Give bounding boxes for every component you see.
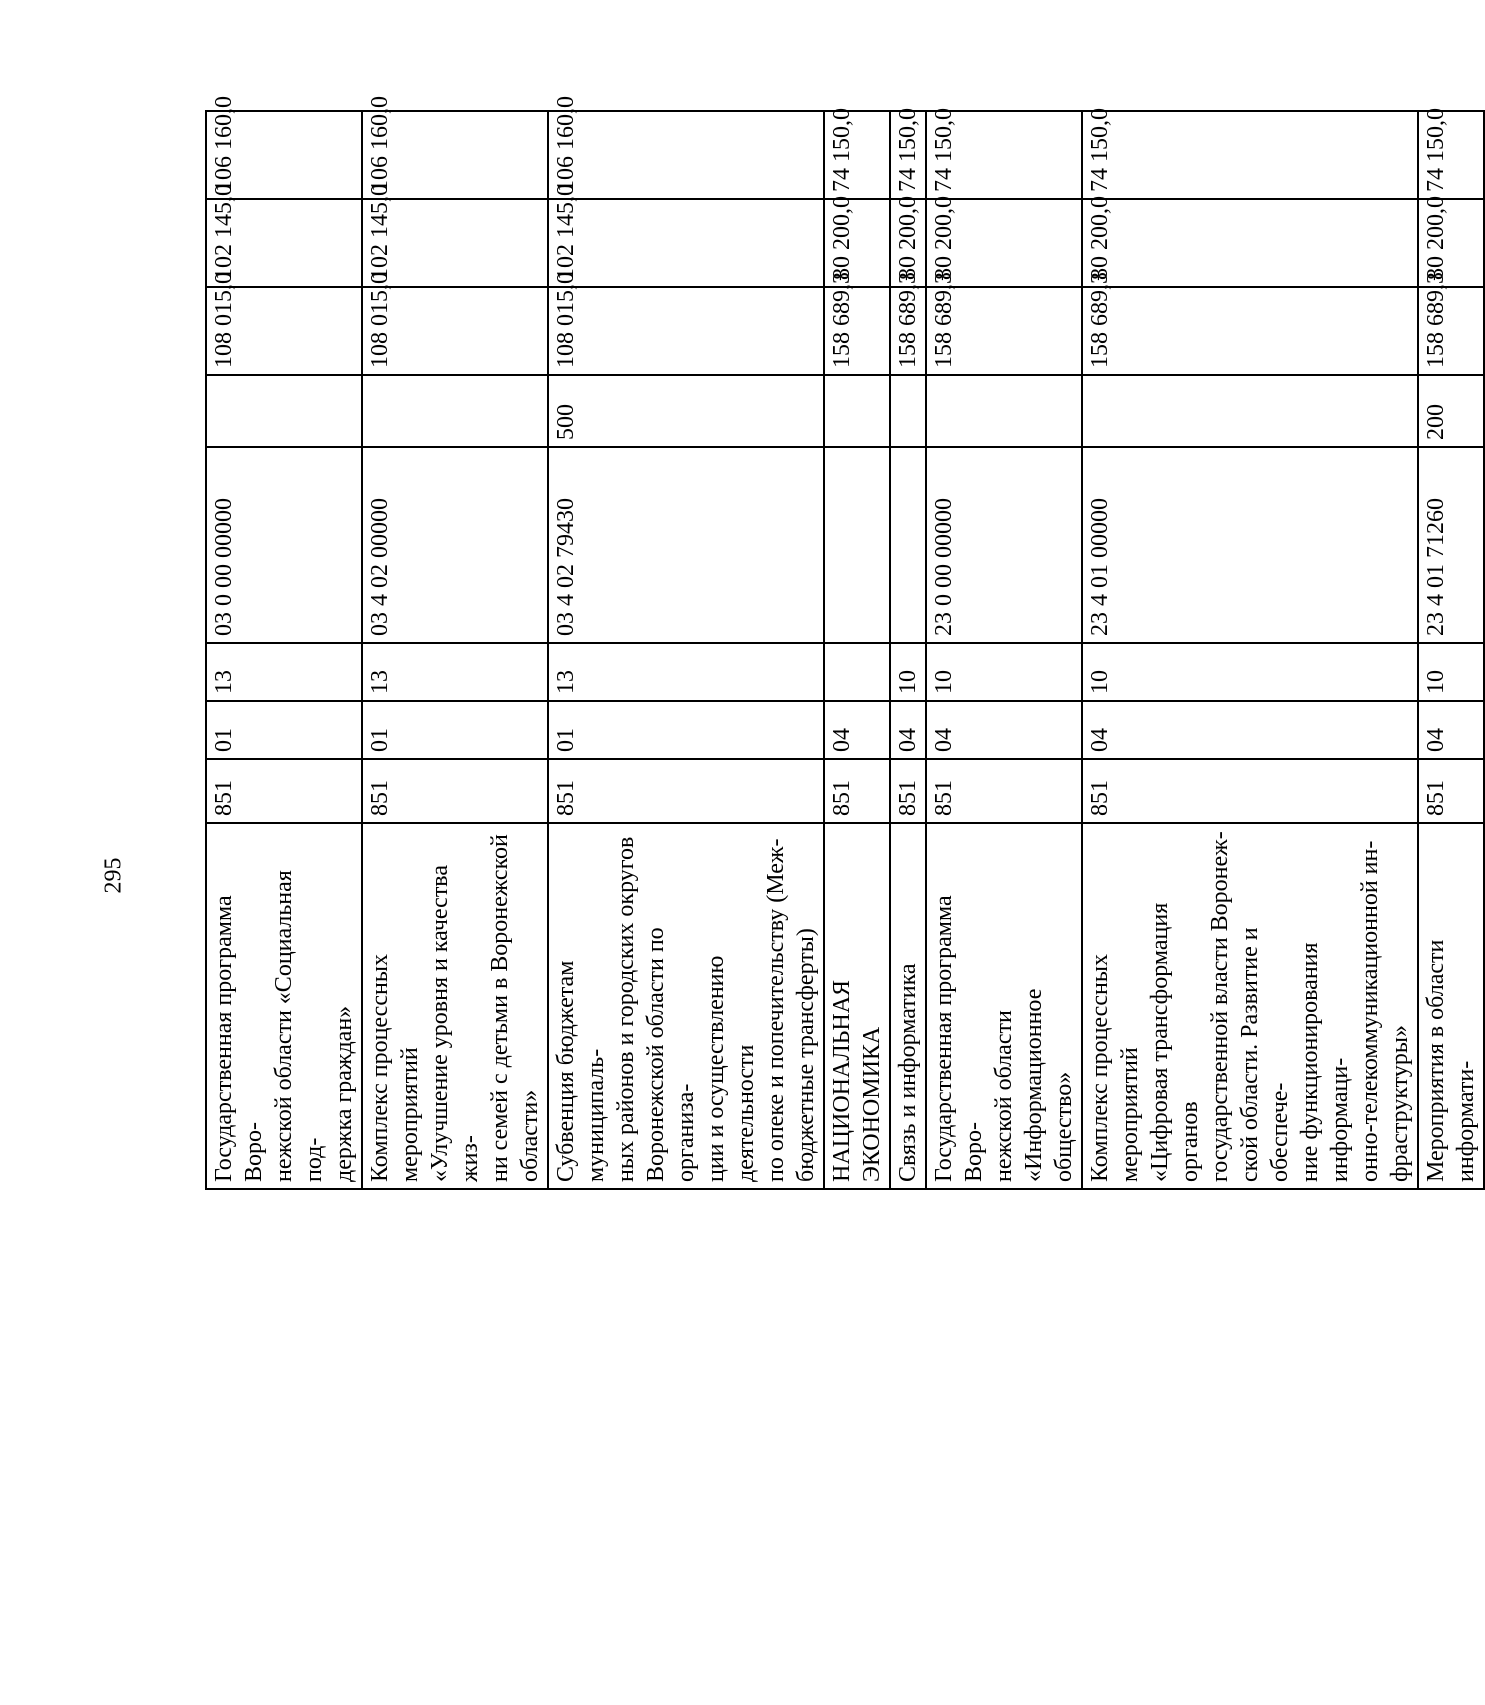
- cell-name: Государственная программа Воро- нежской области «Социальная под- держка граждан»: [206, 823, 362, 1189]
- cell-amount-year-1: 108 015,0: [548, 287, 824, 375]
- cell-name: Комплекс процессных мероприятий «Улучшение уровня и качества жиз- ни семей с детьми в Воронежской области»: [362, 823, 548, 1189]
- cell-grbs-code: 851: [1418, 759, 1484, 823]
- cell-expense-type: [890, 375, 926, 447]
- cell-target-article: [890, 447, 926, 643]
- budget-table-container: [205, 96, 1479, 1190]
- cell-grbs-code: 851: [926, 759, 1082, 823]
- cell-expense-type: [1082, 375, 1418, 447]
- cell-section-code: 01: [206, 701, 362, 759]
- cell-amount-year-1: 108 015,0: [206, 287, 362, 375]
- cell-subsection-code: 10: [1418, 643, 1484, 701]
- cell-target-article: 23 4 01 71260: [1418, 447, 1484, 643]
- table-row: [362, 111, 548, 1189]
- table-row: [206, 111, 362, 1189]
- cell-expense-type: 200: [1418, 375, 1484, 447]
- cell-amount-year-2: 80 200,0: [824, 199, 890, 287]
- cell-name: Комплекс процессных мероприятий «Цифровая трансформация органов государственной власти Воронеж- ской области. Развитие и обеспече- ние функционирования информаци- онно-телекоммуникационной ин- фраструктуры»: [1082, 823, 1418, 1189]
- cell-subsection-code: 10: [890, 643, 926, 701]
- cell-subsection-code: 13: [362, 643, 548, 701]
- cell-amount-year-3: 74 150,0: [890, 111, 926, 199]
- table-row: [1082, 111, 1418, 1189]
- cell-amount-year-2: 102 145,0: [362, 199, 548, 287]
- cell-expense-type: [206, 375, 362, 447]
- table-row: [890, 111, 926, 1189]
- cell-amount-year-3: 106 160,0: [206, 111, 362, 199]
- cell-grbs-code: 851: [548, 759, 824, 823]
- cell-subsection-code: 13: [206, 643, 362, 701]
- cell-subsection-code: 10: [926, 643, 1082, 701]
- cell-section-code: 04: [1082, 701, 1418, 759]
- cell-name: Связь и информатика: [890, 823, 926, 1189]
- cell-amount-year-2: 102 145,0: [548, 199, 824, 287]
- cell-target-article: [824, 447, 890, 643]
- cell-section-code: 01: [548, 701, 824, 759]
- cell-name: Государственная программа Воро- нежской области «Информационное общество»: [926, 823, 1082, 1189]
- table-body: [206, 96, 1484, 1189]
- cell-name: Субвенция бюджетам муниципаль- ных районов и городских округов Воронежской области по организа- ции и осуществлению деятельности по опеке и попечительству (Меж- бюджетные трансферты): [548, 823, 824, 1189]
- cell-subsection-code: 13: [548, 643, 824, 701]
- cell-section-code: 01: [362, 701, 548, 759]
- cell-expense-type: [362, 375, 548, 447]
- cell-amount-year-1: 158 689,3: [926, 287, 1082, 375]
- cell-grbs-code: 851: [1082, 759, 1418, 823]
- cell-grbs-code: 851: [206, 759, 362, 823]
- table-row: [824, 111, 890, 1189]
- cell-amount-year-2: 80 200,0: [890, 199, 926, 287]
- table-row: [926, 111, 1082, 1189]
- cell-target-article: 03 0 00 00000: [206, 447, 362, 643]
- cell-subsection-code: 10: [1082, 643, 1418, 701]
- cell-grbs-code: 851: [362, 759, 548, 823]
- cell-section-code: 04: [824, 701, 890, 759]
- cell-grbs-code: 851: [890, 759, 926, 823]
- table-row: [548, 111, 824, 1189]
- cell-amount-year-3: 106 160,0: [548, 111, 824, 199]
- cell-expense-type: 500: [548, 375, 824, 447]
- cell-amount-year-3: 74 150,0: [824, 111, 890, 199]
- table-row: [1418, 111, 1484, 1189]
- cell-section-code: 04: [1418, 701, 1484, 759]
- page-number: 295: [100, 857, 127, 894]
- cell-section-code: 04: [926, 701, 1082, 759]
- cell-target-article: 23 0 00 00000: [926, 447, 1082, 643]
- cell-amount-year-1: 158 689,3: [890, 287, 926, 375]
- cell-target-article: 03 4 02 00000: [362, 447, 548, 643]
- cell-name: Мероприятия в области информати-: [1418, 823, 1484, 1189]
- cell-amount-year-3: 74 150,0: [1082, 111, 1418, 199]
- cell-amount-year-1: 158 689,3: [1082, 287, 1418, 375]
- cell-section-code: 04: [890, 701, 926, 759]
- cell-grbs-code: 851: [824, 759, 890, 823]
- cell-target-article: 03 4 02 79430: [548, 447, 824, 643]
- cell-amount-year-3: 106 160,0: [362, 111, 548, 199]
- cell-amount-year-1: 158 689,3: [1418, 287, 1484, 375]
- cell-amount-year-3: 74 150,0: [926, 111, 1082, 199]
- budget-table: [205, 96, 1485, 1190]
- cell-target-article: 23 4 01 00000: [1082, 447, 1418, 643]
- cell-amount-year-1: 158 689,3: [824, 287, 890, 375]
- cell-amount-year-2: 102 145,0: [206, 199, 362, 287]
- cell-amount-year-2: 80 200,0: [926, 199, 1082, 287]
- cell-subsection-code: [824, 643, 890, 701]
- cell-expense-type: [926, 375, 1082, 447]
- cell-amount-year-2: 80 200,0: [1418, 199, 1484, 287]
- cell-name: НАЦИОНАЛЬНАЯ ЭКОНОМИКА: [824, 823, 890, 1189]
- cell-expense-type: [824, 375, 890, 447]
- cell-amount-year-2: 80 200,0: [1082, 199, 1418, 287]
- cell-amount-year-1: 108 015,0: [362, 287, 548, 375]
- cell-amount-year-3: 74 150,0: [1418, 111, 1484, 199]
